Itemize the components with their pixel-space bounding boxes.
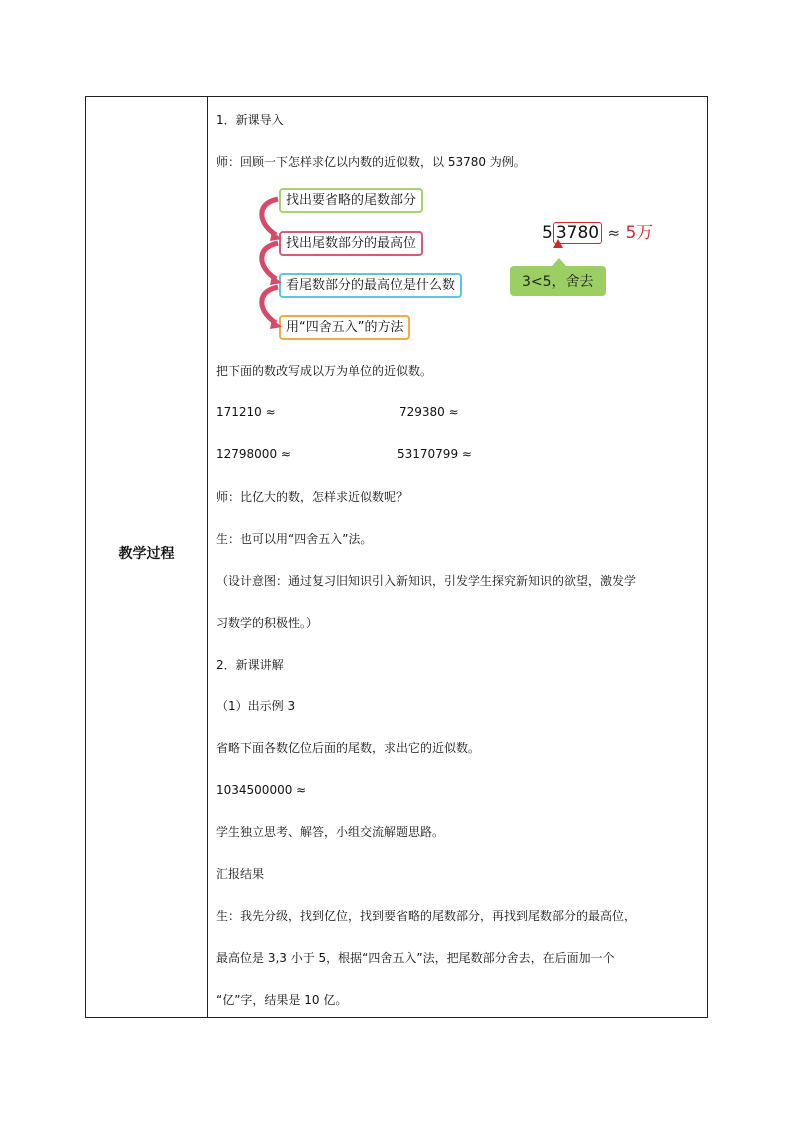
student-report-1: 生：我先分级，找到亿位，找到要省略的尾数部分，再找到尾数部分的最高位， [216, 909, 637, 923]
step-box-1: 找出要省略的尾数部分 [279, 188, 423, 213]
number-head: 5 [542, 223, 553, 243]
instruction-line: 把下面的数改写成以万为单位的近似数。 [216, 364, 433, 378]
exercise-b: 729380 ≈ [399, 405, 459, 419]
student-report-3: “亿”字，结果是 10 亿。 [216, 993, 348, 1007]
exercise-c: 12798000 ≈ [216, 447, 291, 461]
design-intent-2: 习数学的积极性。） [216, 616, 319, 630]
step-box-4: 用“四舍五入”的方法 [279, 315, 410, 340]
teacher-question: 师：比亿大的数，怎样求近似数呢？ [216, 490, 409, 504]
student-answer: 生：也可以用“四舍五入”法。 [216, 532, 373, 546]
student-activity: 学生独立思考、解答，小组交流解题思路。 [216, 825, 445, 839]
column-divider [207, 97, 208, 1017]
section-heading-2: 2．新课讲解 [216, 658, 284, 672]
example-task: 省略下面各数亿位后面的尾数，求出它的近似数。 [216, 741, 481, 755]
pointer-triangle-icon [553, 239, 563, 248]
approx-sign: ≈ [607, 224, 621, 242]
exercise-a: 171210 ≈ [216, 405, 276, 419]
rule-bubble: 3<5，舍去 [510, 266, 606, 296]
lesson-table [85, 96, 708, 1018]
example-heading: （1）出示例 3 [216, 699, 296, 713]
row-label: 教学过程 [118, 546, 175, 562]
number-tail: 3780 [553, 222, 602, 244]
approx-result: 5万 [625, 223, 654, 243]
example-number-line: 1034500000 ≈ [216, 783, 307, 797]
student-report-2: 最高位是 3,3 小于 5，根据“四舍五入”法，把尾数部分舍去，在后面加一个 [216, 951, 615, 965]
teacher-line: 师：回顾一下怎样求亿以内数的近似数，以 53780 为例。 [216, 155, 526, 169]
design-intent-1: （设计意图：通过复习旧知识引入新知识，引发学生探究新知识的欲望，激发学 [216, 574, 637, 588]
section-heading: 1．新课导入 [216, 113, 284, 127]
exercise-d: 53170799 ≈ [397, 447, 472, 461]
step-box-3: 看尾数部分的最高位是什么数 [279, 273, 462, 298]
report-heading: 汇报结果 [216, 867, 265, 881]
flow-arrows-icon [256, 195, 286, 335]
step-box-2: 找出尾数部分的最高位 [279, 231, 423, 256]
